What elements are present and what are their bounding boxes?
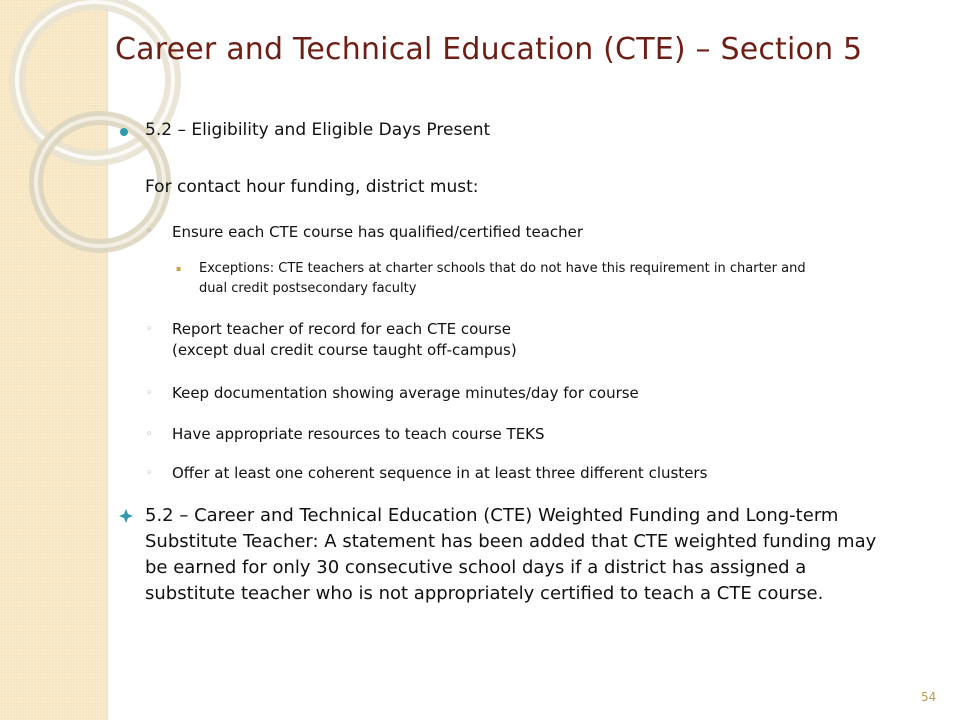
- bullet2-line-1: 5.2 – Career and Technical Education (CTE) Weighted Funding and Long-term: [145, 505, 839, 526]
- sub-item-teacher-of-record-line2: (except dual credit course taught off-campus): [172, 341, 517, 359]
- bullet2-line-3: be earned for only 30 consecutive school days if a district has assigned a: [145, 557, 807, 578]
- sub-item-resources: Have appropriate resources to teach course TEKS: [172, 425, 545, 443]
- ring-bullet-icon: ◦: [146, 224, 153, 237]
- bullet2-line-4: substitute teacher who is not appropriately certified to teach a CTE course.: [145, 583, 824, 604]
- tiny-bullet-icon: ▪: [176, 264, 182, 273]
- exception-line-1: Exceptions: CTE teachers at charter schools that do not have this requirement in charter and: [199, 261, 806, 276]
- bullet-dot-icon: [120, 128, 128, 136]
- exception-line-2: dual credit postsecondary faculty: [199, 281, 417, 296]
- diamond-bullet-icon: [119, 509, 133, 523]
- ring-bullet-icon: ◦: [146, 466, 153, 479]
- sub-item-coherent-sequence: Offer at least one coherent sequence in at least three different clusters: [172, 464, 708, 482]
- ring-bullet-icon: ◦: [146, 386, 153, 399]
- bullet2-line-2: Substitute Teacher: A statement has been added that CTE weighted funding may: [145, 531, 877, 552]
- slide-title: Career and Technical Education (CTE) – Section 5: [115, 32, 863, 67]
- bullet1-heading: 5.2 – Eligibility and Eligible Days Present: [145, 120, 491, 140]
- ring-bullet-icon: ◦: [146, 322, 153, 335]
- sub-item-qualified-teacher: Ensure each CTE course has qualified/certified teacher: [172, 223, 584, 241]
- page-number: 54: [921, 690, 937, 704]
- sub-item-documentation: Keep documentation showing average minutes/day for course: [172, 384, 639, 402]
- ring-bullet-icon: ◦: [146, 427, 153, 440]
- bullet1-intro: For contact hour funding, district must:: [145, 177, 479, 197]
- sub-item-teacher-of-record: Report teacher of record for each CTE course: [172, 320, 511, 338]
